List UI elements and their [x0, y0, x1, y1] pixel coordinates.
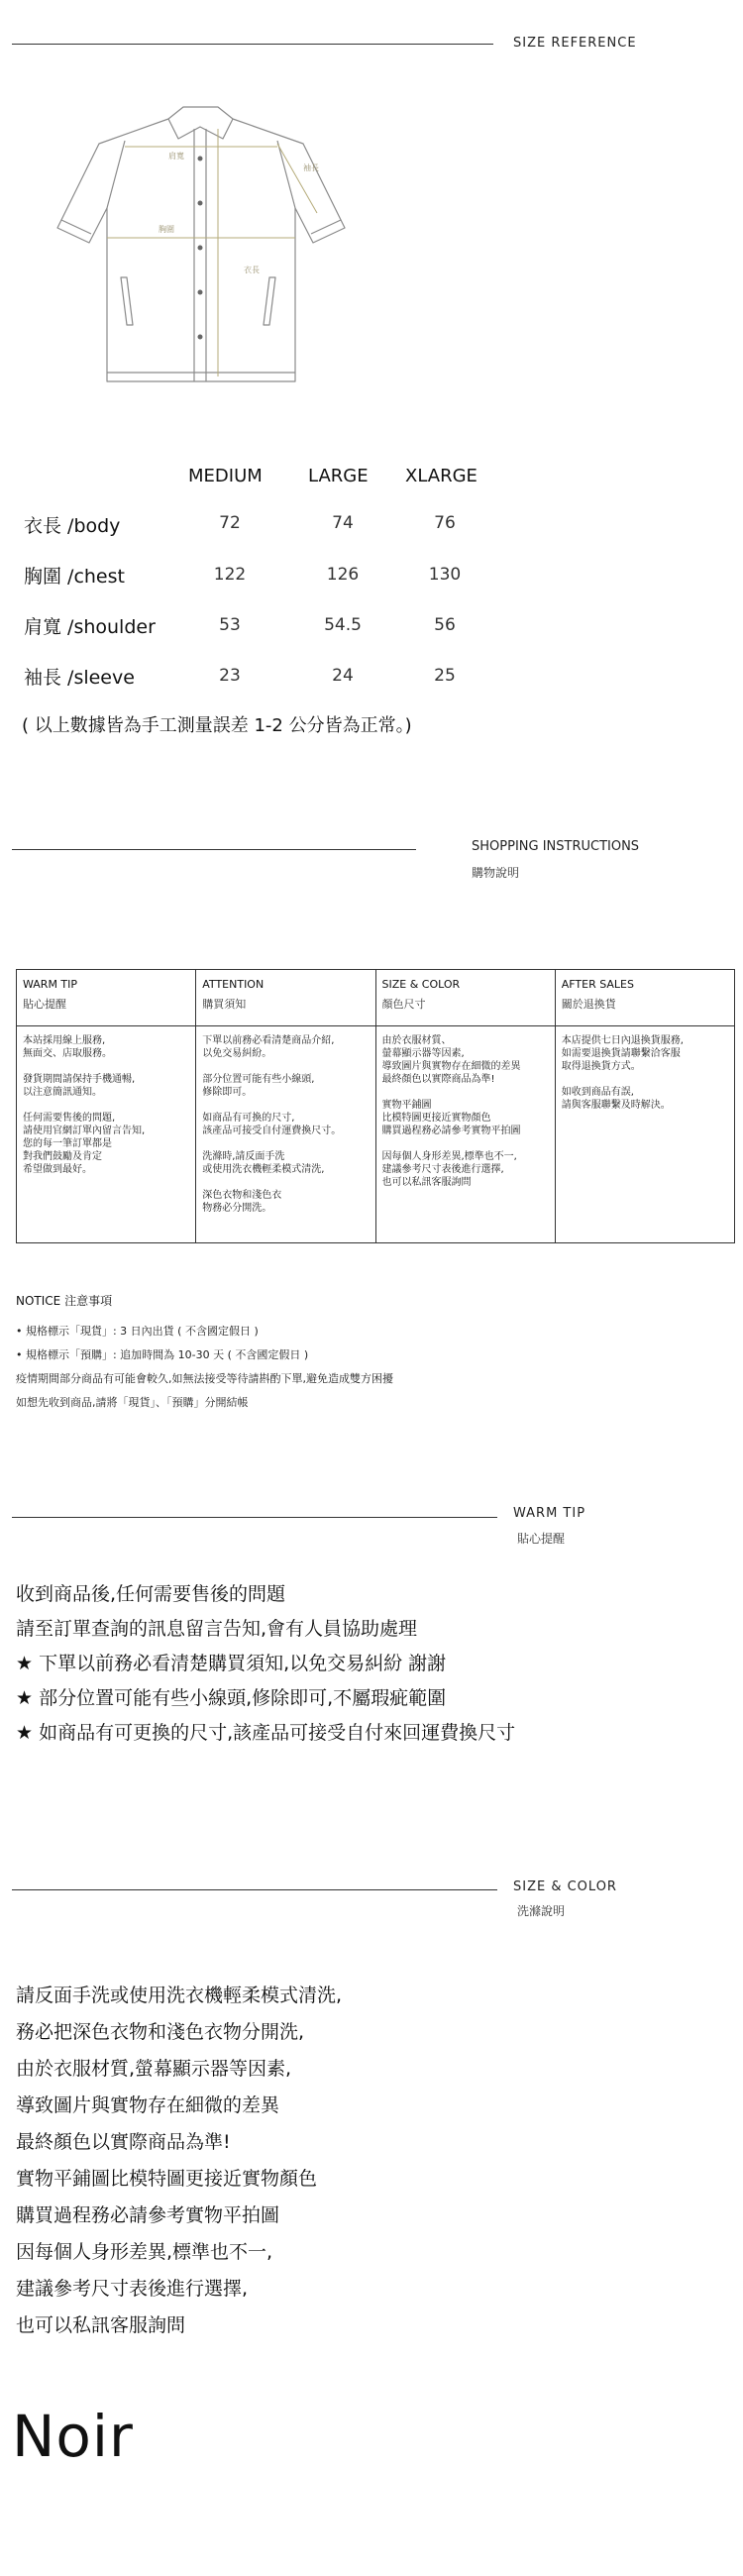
size-value: 24 [332, 666, 354, 686]
shopping-table-body [17, 1026, 734, 1242]
warm-tip-rule [12, 1517, 497, 1518]
size-row-label: 袖長 /sleeve [24, 667, 135, 689]
diagram-label-chest: 胸圍 [159, 225, 174, 234]
notice-line: 疫情期間部分商品有可能會較久,如無法接受等待請斟酌下單,避免造成雙方困擾 [16, 1372, 393, 1385]
shirt-button [198, 157, 203, 161]
size-value: 53 [219, 615, 241, 635]
shopping-title-zh: 購物說明 [472, 866, 520, 880]
shopping-col-text: 本站採用線上服務, 無面交、店取服務。 發貨期間請保持手機通暢, 以注意簡訊通知。 任何需要售後的問題, 請使用官網訂單內留言告知, 您的每一筆訂單都是 對我們鼓勵及肯定 希望做到最好。 [23, 1035, 146, 1175]
size-color-rule [12, 1889, 497, 1890]
size-color-line: 購買過程務必請參考實物平拍圖 [16, 2204, 280, 2226]
size-color-line: 建議參考尺寸表後進行選擇, [16, 2278, 249, 2300]
shopping-col-title-en: WARM TIP [23, 978, 78, 991]
diagram-label-shoulder: 肩寬 [168, 152, 184, 161]
shirt-button [198, 335, 203, 340]
shopping-table [16, 969, 735, 1243]
diagram-label-body: 衣長 [244, 266, 260, 274]
brand-logo: Noir [12, 2403, 134, 2470]
size-color-title-en: SIZE & COLOR [513, 1879, 617, 1894]
size-note: ( 以上數據皆為手工測量誤差 1-2 公分皆為正常。) [22, 715, 412, 736]
size-row-label: 肩寬 /shoulder [24, 616, 156, 638]
size-col-xlarge: XLARGE [405, 466, 478, 486]
size-color-line: 也可以私訊客服詢問 [16, 2314, 186, 2336]
shopping-col-title-en: ATTENTION [202, 978, 265, 991]
size-reference-rule [12, 44, 493, 45]
shopping-col-title-zh: 關於退換貨 [561, 998, 616, 1011]
warm-tip-line: 收到商品後,任何需要售後的問題 [16, 1583, 286, 1605]
size-value: 74 [332, 513, 354, 533]
size-value: 23 [219, 666, 241, 686]
notice-line: • 規格標示「現貨」: 3 日內出貨 ( 不含國定假日 ) [16, 1325, 259, 1338]
warm-tip-line: 請至訂單查詢的訊息留言告知,會有人員協助處理 [16, 1618, 418, 1640]
shopping-col-title-en: AFTER SALES [561, 978, 634, 991]
size-value: 56 [434, 615, 456, 635]
size-color-line: 最終顏色以實際商品為準! [16, 2131, 231, 2153]
shopping-col-text: 下單以前務必看清楚商品介紹, 以免交易糾紛。 部分位置可能有些小線頭, 修除即可。 如商品有可換的尺寸, 該產品可接受自付運費換尺寸。 洗滌時,請反面手洗 或使用洗衣機輕柔模式清洗, 深色衣物和淺色衣 物務必分開洗。 [202, 1035, 342, 1214]
size-color-line: 導致圖片與實物存在細微的差異 [16, 2094, 280, 2116]
size-value: 25 [434, 666, 456, 686]
warm-tip-line: ★ 下單以前務必看清楚購買須知,以免交易糾紛 謝謝 [16, 1653, 447, 1674]
shopping-col-text: 本店提供七日內退換貨服務, 如需要退換貨請聯繫洽客服 取得退換貨方式。 如收到商品有誤, 請與客服聯繫及時解決。 [561, 1035, 684, 1111]
shirt-diagram [30, 99, 367, 396]
shopping-col-head [17, 970, 196, 1025]
shopping-col-body [196, 1026, 375, 1242]
shopping-col-text: 由於衣服材質、 螢幕顯示器等因素, 導致圖片與實物存在細微的差異 最終顏色以實際商品為準! 實物平鋪圖 比模特圖更接近實物顏色 購買過程務必請參考實物平拍圖 因每個人身形差異,標準也不一, 建議參考尺寸表後進行選擇, 也可以私訊客服詢問 [381, 1035, 521, 1188]
shirt-button [198, 246, 203, 251]
size-color-line: 務必把深色衣物和淺色衣物分開洗, [16, 2021, 305, 2043]
shopping-col-body [376, 1026, 556, 1242]
size-value: 122 [213, 565, 247, 585]
shopping-col-body [17, 1026, 196, 1242]
size-value: 130 [428, 565, 462, 585]
warm-tip-title-zh: 貼心提醒 [517, 1532, 566, 1546]
shopping-col-body [556, 1026, 734, 1242]
size-col-medium: MEDIUM [188, 466, 263, 486]
shopping-table-header [17, 970, 734, 1026]
size-value: 126 [326, 565, 360, 585]
size-value: 54.5 [324, 615, 362, 635]
size-row-label: 衣長 /body [24, 515, 121, 537]
size-color-line: 因每個人身形差異,標準也不一, [16, 2241, 273, 2263]
size-reference-title: SIZE REFERENCE [513, 36, 637, 51]
shopping-rule [12, 849, 416, 850]
shopping-col-title-zh: 顏色尺寸 [381, 998, 426, 1011]
warm-tip-title-en: WARM TIP [513, 1506, 586, 1521]
diagram-label-sleeve: 袖長 [303, 163, 319, 172]
warm-tip-line: ★ 部分位置可能有些小線頭,修除即可,不屬瑕疵範圍 [16, 1687, 447, 1709]
size-col-large: LARGE [308, 466, 369, 486]
size-value: 76 [434, 513, 456, 533]
size-color-line: 由於衣服材質,螢幕顯示器等因素, [16, 2058, 292, 2080]
size-row-label: 胸圍 /chest [24, 566, 125, 588]
size-value: 72 [219, 513, 241, 533]
notice-line: 如想先收到商品,請將「現貨」、「預購」分開結帳 [16, 1396, 249, 1409]
shopping-title-en: SHOPPING INSTRUCTIONS [472, 839, 640, 854]
warm-tip-line: ★ 如商品有可更換的尺寸,該產品可接受自付來回運費換尺寸 [16, 1722, 516, 1744]
shopping-col-title-en: SIZE & COLOR [381, 978, 461, 991]
size-color-line: 實物平鋪圖比模特圖更接近實物顏色 [16, 2168, 318, 2190]
shopping-col-title-zh: 貼心提醒 [23, 998, 66, 1011]
shopping-col-head [196, 970, 375, 1025]
shopping-col-title-zh: 購買須知 [202, 998, 247, 1011]
notice-line: • 規格標示「預購」: 追加時間為 10-30 天 ( 不含國定假日 ) [16, 1348, 309, 1361]
size-color-title-zh: 洗滌說明 [517, 1904, 566, 1918]
shopping-col-head [376, 970, 556, 1025]
shopping-col-head [556, 970, 734, 1025]
shirt-button [198, 290, 203, 295]
shirt-button [198, 201, 203, 206]
notice-title: NOTICE 注意事項 [16, 1294, 113, 1308]
size-color-line: 請反面手洗或使用洗衣機輕柔模式清洗, [16, 1985, 343, 2006]
